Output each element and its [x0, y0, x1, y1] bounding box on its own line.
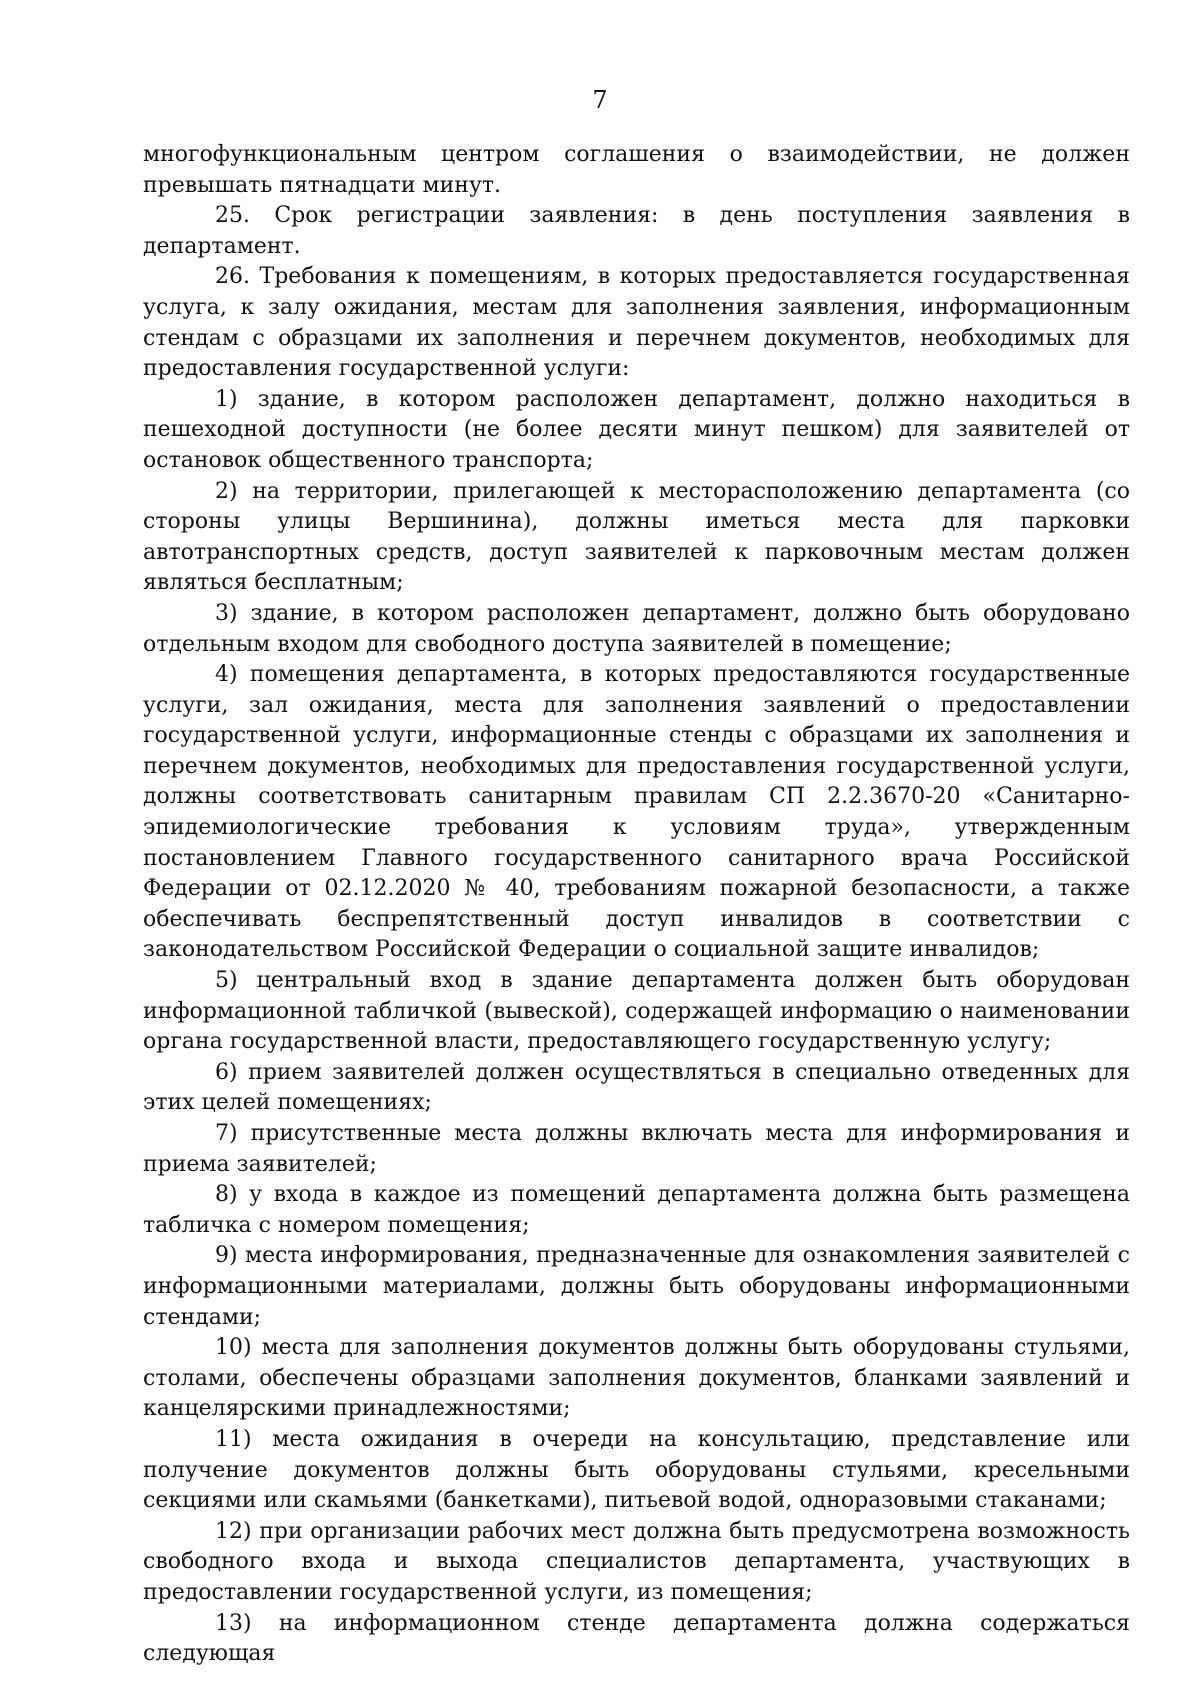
list-item-1-building-accessibility: 1) здание, в котором расположен департамент, должно находиться в пешеходной доступности (не более десяти минут пешком) для заявителей от остановок общественного транспорта; [143, 386, 1130, 473]
paragraph-26-premises-requirements: 26. Требования к помещениям, в которых предоставляется государственная услуга, к залу ожидания, местам для заполнения заявления, информационным стендам с образцами их заполнения и перечнем документов, необходимых для предоставления государственной услуги: [143, 264, 1130, 382]
list-item-12-workplaces: 12) при организации рабочих мест должна быть предусмотрена возможность свободного входа и выхода специалистов департамента, участвующих в предоставлении государственной услуги, из помещения; [143, 1518, 1130, 1605]
list-item-8-room-plate: 8) у входа в каждое из помещений департамента должна быть размещена табличка с номером помещения; [143, 1182, 1130, 1238]
paragraph-25-registration-term: 25. Срок регистрации заявления: в день поступления заявления в департамент. [143, 203, 1130, 259]
paragraph-continuation: многофункциональным центром соглашения о взаимодействии, не должен превышать пятнадцати минут. [143, 142, 1130, 198]
document-body [143, 140, 1130, 1670]
list-item-4-sanitary-rules: 4) помещения департамента, в которых предоставляются государственные услуги, зал ожидания, места для заполнения заявлений о предоставлении государственной услуги, информационные стенды с образцами их заполнения и перечнем документов, необходимых для предоставления государственной услуги, должны соответствовать санитарным правилам СП 2.2.3670-20 «Санитарно-эпидемиологические требования к условиям труда», утвержденным постановлением Главного государственного санитарного врача Российской Федерации от 02.12.2020 № 40, требованиям пожарной безопасности, а также обеспечивать беспрепятственный доступ инвалидов в соответствии с законодательством Российской Федерации о социальной защите инвалидов; [143, 662, 1130, 963]
list-item-5-entrance-sign: 5) центральный вход в здание департамента должен быть оборудован информационной табличкой (вывеской), содержащей информацию о наименовании органа государственной власти, предоставляющего государственную услугу; [143, 968, 1130, 1055]
list-item-3-separate-entrance: 3) здание, в котором расположен департамент, должно быть оборудовано отдельным входом для свободного доступа заявителей в помещение; [143, 600, 1130, 657]
list-item-10-filling-places: 10) места для заполнения документов должны быть оборудованы стульями, столами, обеспечены образцами заполнения документов, бланками заявлений и канцелярскими принадлежностями; [143, 1335, 1130, 1422]
page-number: 7 [592, 86, 608, 114]
list-item-13-stand-content: 13) на информационном стенде департамента должна содержаться следующая [143, 1610, 1130, 1667]
list-item-2-parking: 2) на территории, прилегающей к месторасположению департамента (со стороны улицы Вершинина), должны иметься места для парковки автотранспортных средств, доступ заявителей к парковочным местам должен являться бесплатным; [143, 478, 1130, 596]
list-item-9-information-stands: 9) места информирования, предназначенные для ознакомления заявителей с информационными материалами, должны быть оборудованы информационными стендами; [143, 1243, 1130, 1330]
list-item-7-attendance-places: 7) присутственные места должны включать места для информирования и приема заявителей; [143, 1121, 1130, 1177]
list-item-6-reception-rooms: 6) прием заявителей должен осуществляться в специально отведенных для этих целей помещениях; [143, 1059, 1130, 1116]
list-item-11-waiting-places: 11) места ожидания в очереди на консультацию, представление или получение документов должны быть оборудованы стульями, кресельными секциями или скамьями (банкетками), питьевой водой, одноразовыми стаканами; [143, 1426, 1130, 1514]
